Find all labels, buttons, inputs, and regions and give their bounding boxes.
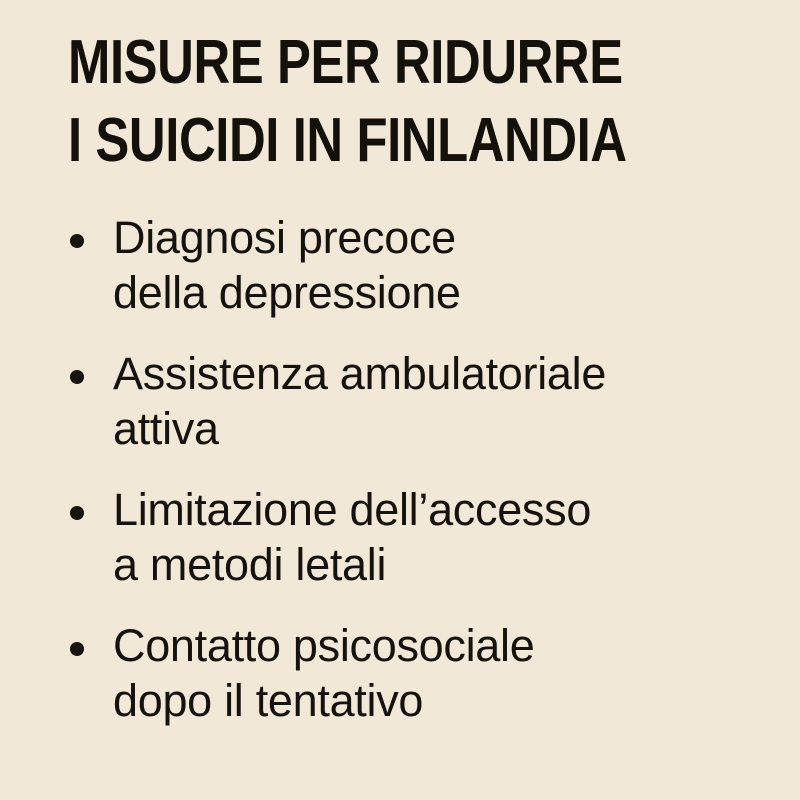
page-title-line-1: MISURE PER RIDURRE	[68, 28, 623, 97]
list-item-line-2: della depressione	[113, 267, 461, 318]
list-item-text	[113, 210, 461, 320]
list-item-line-1: Contatto psicosociale	[113, 620, 535, 671]
page-title-line-2: I SUICIDI IN FINLANDIA	[68, 106, 627, 175]
measures-list	[68, 210, 740, 728]
list-item-line-1: Limitazione dell’accesso	[113, 484, 592, 535]
list-item-text	[113, 346, 606, 456]
list-item	[68, 618, 740, 728]
bullet-icon	[70, 642, 84, 656]
bullet-icon	[70, 506, 84, 520]
list-item	[68, 482, 740, 592]
list-item-line-1: Diagnosi precoce	[113, 212, 456, 263]
bullet-icon	[70, 370, 84, 384]
list-item-line-1: Assistenza ambulatoriale	[113, 348, 607, 399]
list-item	[68, 346, 740, 456]
list-item-text	[113, 618, 534, 728]
list-item-line-2: dopo il tentativo	[113, 675, 424, 726]
list-item-text	[113, 482, 591, 592]
list-item-line-2: attiva	[113, 403, 219, 454]
page-title	[68, 24, 740, 180]
list-item-line-2: a metodi letali	[113, 539, 387, 590]
bullet-icon	[70, 234, 84, 248]
list-item	[68, 210, 740, 320]
